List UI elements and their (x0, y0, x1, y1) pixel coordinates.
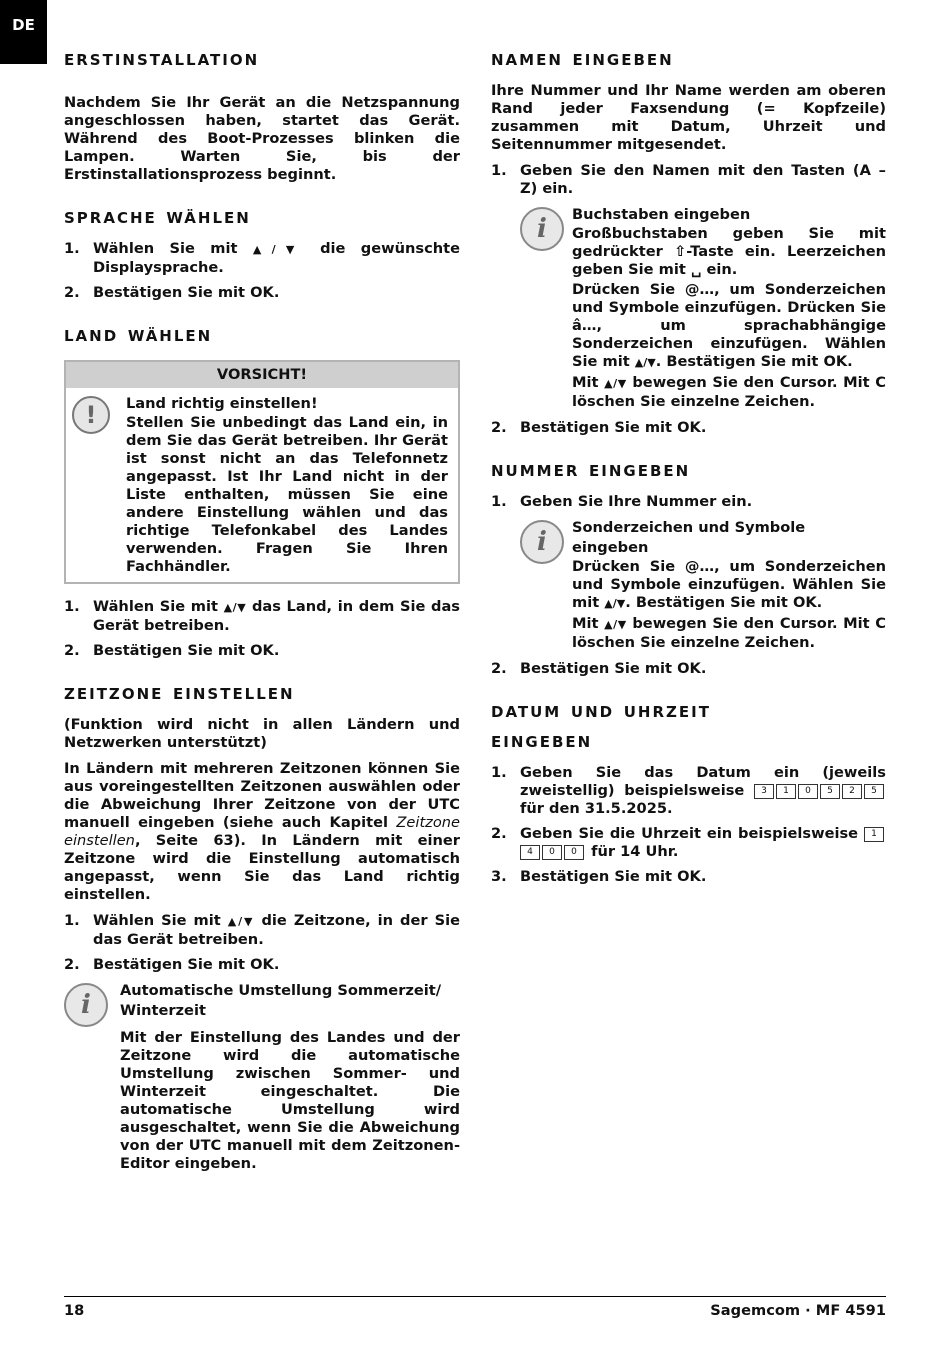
zeitzone-text: In Ländern mit mehreren Zeitzonen können Sie aus voreingestellten Zeitzonen auswählen oder die Abweichung Ihrer Zeitzone von der UTC manuell eingeben (siehe auch Kapitel Zeitzone einstellen, Seite 63). In Ländern mit einer Zeitzone wird die Einstellung automatisch angepasst, wenn Sie das Land richtig einstellen. (64, 760, 460, 903)
info-icon: i (520, 520, 564, 564)
footer-brand: Sagemcom · MF 4591 (710, 1302, 886, 1319)
up-down-arrow-icon: ▲/▼ (223, 601, 247, 614)
heading-sprache: sprache wählen (64, 204, 251, 229)
namen-steps-2 (491, 419, 886, 437)
info-icon: i (520, 207, 564, 251)
key-box: 0 (798, 784, 818, 799)
nummer-steps (491, 493, 886, 511)
page-number: 18 (64, 1302, 85, 1319)
space-key-icon: ␣ (690, 261, 702, 278)
language-tab: DE (0, 0, 47, 64)
key-box: 4 (520, 845, 540, 860)
heading-datum: datum und uhrzeit eingeben (491, 698, 711, 753)
key-box: 0 (564, 845, 584, 860)
note-text: Drücken Sie @…, um Sonderzeichen und Symbole einzufügen. Drücken Sie â…, um sprachabhängige Sonderzeichen einzufügen. Wählen Sie mit ▲/▼. Bestätigen Sie mit OK. (572, 281, 886, 370)
list-item: 2. Bestätigen Sie mit OK. (64, 642, 280, 659)
right-column (491, 44, 886, 893)
key-box: 5 (820, 784, 840, 799)
list-item: 1. Wählen Sie mit ▲/▼ die Zeitzone, in der Sie das Gerät betreiben. (64, 912, 460, 948)
key-box: 5 (864, 784, 884, 799)
sprache-steps (64, 240, 460, 302)
info-note-sommerzeit (64, 981, 460, 1173)
exclamation-icon: ! (72, 396, 110, 434)
list-item: 1. Geben Sie den Namen mit den Tasten (A – Z) ein. (491, 162, 886, 197)
up-down-arrow-icon: ▲/▼ (604, 618, 627, 631)
note-text: Mit ▲/▼ bewegen Sie den Cursor. Mit C löschen Sie einzelne Zeichen. (572, 615, 886, 651)
namen-text: Ihre Nummer und Ihr Name werden am oberen Rand jeder Faxsendung (= Kopfzeile) zusammen mit Datum, Uhrzeit und Seitennummer mitgesendet. (491, 82, 886, 153)
key-box: 3 (754, 784, 774, 799)
intro-text: Nachdem Sie Ihr Gerät an die Netzspannung angeschlossen haben, startet das Gerät. Während des Boot-Prozesses blinken die Lampen. Warten Sie, bis der Erstinstallationsprozess beginnt. (64, 94, 460, 183)
warning-text: Stellen Sie unbedingt das Land ein, in dem Sie das Gerät betreiben. Ihr Gerät ist sonst nicht an das Telefonnetz angepasst. Ist Ihr Land nicht in der Liste enthalten, müssen Sie eine andere Einstellung wählen und das richtige Telefonkabel des Landes verwenden. Fragen Sie Ihren Fachhändler. (126, 414, 448, 575)
left-column (64, 44, 460, 1181)
warning-title: Land richtig einstellen! (126, 395, 318, 412)
list-item: 2. Bestätigen Sie mit OK. (491, 660, 707, 677)
list-item: 3. Bestätigen Sie mit OK. (491, 868, 707, 885)
key-box: 2 (842, 784, 862, 799)
info-icon: i (64, 983, 108, 1027)
heading-namen: namen eingeben (491, 46, 674, 71)
list-item: 1. Geben Sie das Datum ein (jeweils zweistellig) beispielsweise 3 1 0 5 2 5 für den 31.5.2025. (491, 764, 886, 817)
note-text: Drücken Sie @…, um Sonderzeichen und Symbole einzufügen. Wählen Sie mit ▲/▼. Bestätigen Sie mit OK. (572, 558, 886, 611)
up-down-arrow-icon: ▲/▼ (252, 243, 305, 256)
note-text: Mit ▲/▼ bewegen Sie den Cursor. Mit C löschen Sie einzelne Zeichen. (572, 374, 886, 410)
key-box: 1 (864, 827, 884, 842)
note-text: Großbuchstaben geben Sie mit gedrückter ⇧-Taste ein. Leerzeichen geben Sie mit ␣ ein. (572, 225, 886, 278)
datum-steps (491, 764, 886, 886)
note-title: Automatische Umstellung Sommerzeit/ Winterzeit (120, 982, 442, 1019)
info-note-sonderzeichen (520, 518, 886, 652)
namen-steps (491, 162, 886, 198)
warning-header: VORSICHT! (66, 362, 458, 388)
footer-divider (64, 1296, 886, 1297)
shift-key-icon: ⇧ (674, 243, 687, 260)
list-item: 2. Bestätigen Sie mit OK. (64, 284, 280, 301)
heading-zeitzone: zeitzone einstellen (64, 680, 295, 705)
list-item: 2. Bestätigen Sie mit OK. (64, 956, 280, 973)
list-item: 1. Wählen Sie mit ▲/▼ das Land, in dem Sie das Gerät betreiben. (64, 598, 460, 634)
heading-land: land wählen (64, 322, 213, 347)
note-title: Buchstaben eingeben (572, 206, 751, 223)
heading-nummer: nummer eingeben (491, 457, 691, 482)
up-down-arrow-icon: ▲/▼ (227, 915, 255, 928)
heading-erstinstallation: erstinstallation (64, 46, 260, 71)
warning-box (64, 360, 460, 584)
up-down-arrow-icon: ▲/▼ (604, 597, 626, 610)
up-down-arrow-icon: ▲/▼ (604, 377, 627, 390)
list-item: 2. Geben Sie die Uhrzeit ein beispielsweise 14 0 0 für 14 Uhr. (491, 825, 886, 861)
up-down-arrow-icon: ▲/▼ (634, 356, 656, 369)
nummer-steps-2 (491, 660, 886, 678)
zeitzone-steps (64, 912, 460, 974)
info-note-buchstaben (520, 205, 886, 411)
list-item: 1. Geben Sie Ihre Nummer ein. (491, 493, 753, 510)
chapter-reference: Zeitzone einstellen (64, 814, 460, 849)
list-item: 1. Wählen Sie mit ▲/▼ die gewünschte Displaysprache. (64, 240, 460, 276)
key-box: 1 (776, 784, 796, 799)
land-steps (64, 598, 460, 660)
note-text: Mit der Einstellung des Landes und der Zeitzone wird die automatische Umstellung zwischen Sommer- und Winterzeit eingeschaltet. Die automatische Umstellung wird ausgeschaltet, wenn Sie die Abweichung von der UTC manuell mit dem Zeitzonen-Editor eingeben. (120, 1029, 460, 1172)
list-item: 2. Bestätigen Sie mit OK. (491, 419, 707, 436)
note-title: Sonderzeichen und Symbole eingeben (572, 519, 806, 556)
key-box: 0 (542, 845, 562, 860)
zeitzone-subtitle: (Funktion wird nicht in allen Ländern und Netzwerken unterstützt) (64, 716, 460, 751)
